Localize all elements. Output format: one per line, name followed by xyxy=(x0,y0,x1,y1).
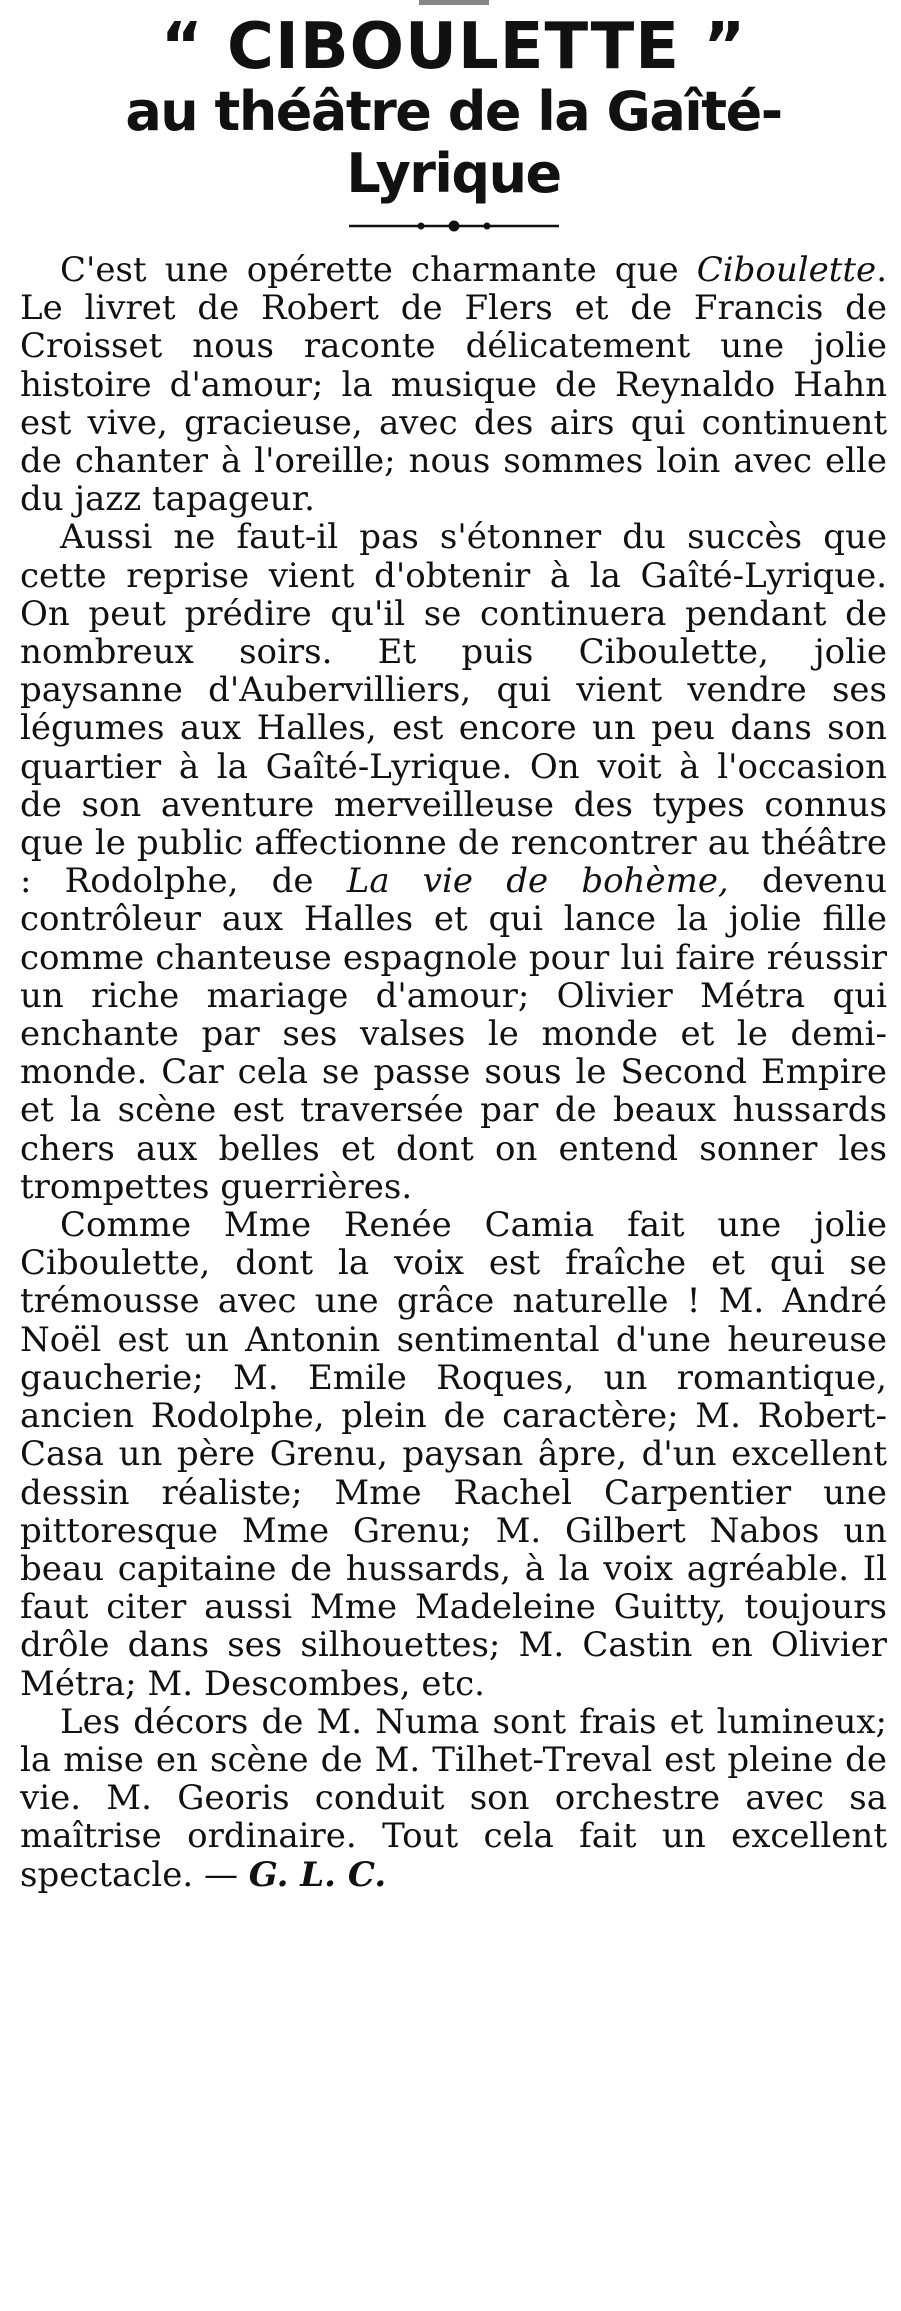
ornament-divider xyxy=(349,219,559,233)
paragraph-3: Comme Mme Renée Camia fait une jolie Ciboulette, dont la voix est fraîche et qui se trémousse avec une grâce naturelle ! M. André Noël est un Antonin sentimental d'une heureuse gaucherie; M. Emile Roques, un romantique, ancien Rodolphe, plein de caractère; M. Robert-Casa un père Grenu, paysan âpre, d'un excellent dessin réaliste; Mme Rachel Carpentier une pittoresque Mme Grenu; M. Gilbert Nabos un beau capitaine de hussards, à la voix agréable. Il faut citer aussi Mme Madeleine Guitty, toujours drôle dans ses silhouettes; M. Castin en Olivier Métra; M. Descombes, etc. xyxy=(20,1205,887,1704)
paragraph-1: C'est une opérette charmante que Ciboulette. Le livret de Robert de Flers et de Francis de Croisset nous raconte délicatement une jolie histoire d'amour; la musique de Reynaldo Hahn est vive, gracieuse, avec des airs qui continuent de chanter à l'oreille; nous sommes loin avec elle du jazz tapageur. xyxy=(20,250,887,520)
italic-title-vie-de-boheme: La vie de bohème, xyxy=(346,861,729,902)
article-subtitle: au théâtre de la Gaîté-Lyrique xyxy=(125,80,782,205)
italic-title-ciboulette: Ciboulette xyxy=(696,250,877,290)
article-title: “ CIBOULETTE ” xyxy=(160,10,747,84)
top-rule-fragment xyxy=(419,0,489,19)
paragraph-4: Les décors de M. Numa sont frais et lumineux; la mise en scène de M. Tilhet-Treval est pleine de vie. M. Georis conduit son orchestre avec sa maîtrise ordinaire. Tout cela fait un excellent spectacle. — G. L. C. xyxy=(20,1701,887,1895)
author-signature: G. L. C. xyxy=(248,1854,387,1895)
paragraph-2: Aussi ne faut-il pas s'étonner du succès que cette reprise vient d'obtenir à la Gaîté-Lyrique. On peut prédire qu'il se continuera pendant de nombreux soirs. Et puis Ciboulette, jolie paysanne d'Aubervilliers, qui vient vendre ses légumes aux Halles, est encore un peu dans son quartier à la Gaîté-Lyrique. On voit à l'occasion de son aventure merveilleuse des types connus que le public affectionne de rencontrer au théâtre : Rodolphe, de La vie de bohème, devenu contrôleur aux Halles et qui lance la jolie fille comme chanteuse espagnole pour lui faire réussir un riche mariage d'amour; Olivier Métra qui enchante par ses valses le monde et le demi-monde. Car cela se passe sous le Second Empire et la scène est traversée par de beaux hussards chers aux belles et dont on entend sonner les trompettes guerrières. xyxy=(20,517,887,1207)
